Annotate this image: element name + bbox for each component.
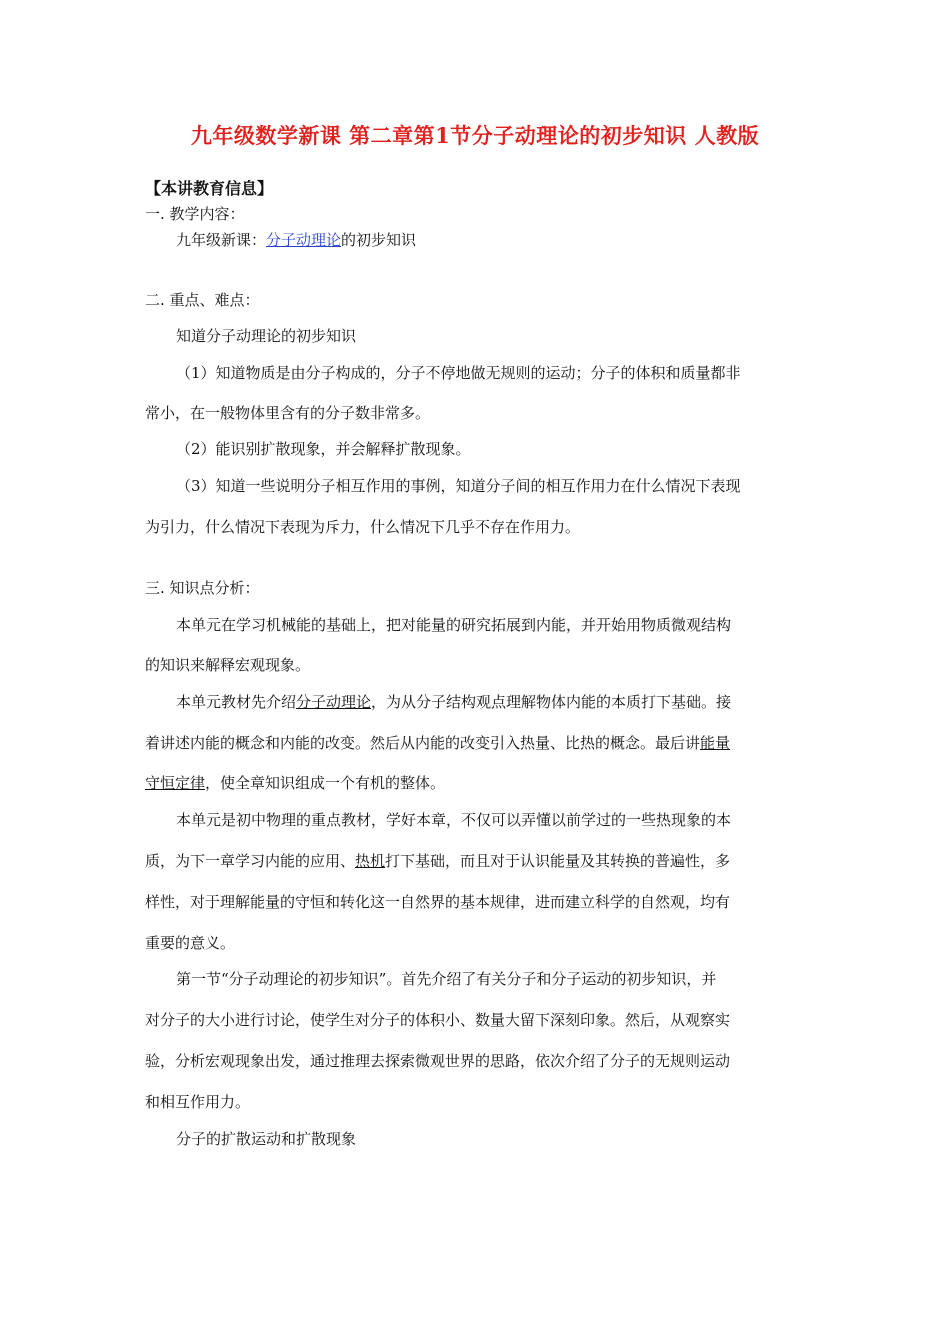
term-energy-part-2[interactable]: 守恒定律 — [145, 774, 206, 792]
course-line — [176, 229, 416, 250]
term-heat-engine[interactable]: 热机 — [355, 852, 386, 870]
para-2-line-2 — [145, 732, 730, 753]
section-1-heading: 一. 教学内容： — [145, 205, 245, 223]
para-1-line-2: 的知识来解释宏观现象。 — [145, 656, 311, 674]
para-2-line-1 — [176, 691, 731, 712]
para-3-line-4: 重要的意义。 — [145, 934, 236, 952]
para-4-line-2: 对分子的大小进行讨论，使学生对分子的体积小、数量大留下深刻印象。然后，从观察实 — [145, 1011, 731, 1029]
para-1-line-1: 本单元在学习机械能的基础上，把对能量的研究拓展到内能，并开始用物质微观结构 — [176, 616, 732, 634]
para-2-text-b: ，为从分子结构观点理解物体内能的本质打下基础。接 — [371, 693, 732, 711]
para-3-text-a: 质，为下一章学习内能的应用、 — [145, 852, 356, 870]
course-suffix: 的初步知识 — [341, 231, 417, 249]
para-4-line-4: 和相互作用力。 — [145, 1093, 251, 1111]
key-point-3-line-2: 为引力，什么情况下表现为斥力，什么情况下几乎不存在作用力。 — [145, 518, 581, 536]
para-2-text-a: 本单元教材先介绍 — [176, 693, 297, 711]
para-3-line-3: 样性，对于理解能量的守恒和转化这一自然界的基本规律，进而建立科学的自然观，均有 — [145, 893, 731, 911]
section-3-heading: 三. 知识点分析： — [145, 579, 260, 597]
term-molecular-theory[interactable]: 分子动理论 — [296, 693, 372, 711]
para-4-line-1: 第一节“分子动理论的初步知识”。首先介绍了有关分子和分子运动的初步知识，并 — [176, 970, 717, 988]
document-title: 九年级数学新课 第二章第1节分子动理论的初步知识 人教版 — [190, 123, 760, 148]
info-header: 【本讲教育信息】 — [145, 179, 274, 198]
key-point-1-line-1: （1）知道物质是由分子构成的，分子不停地做无规则的运动；分子的体积和质量都非 — [176, 364, 741, 382]
para-2-line-3 — [145, 772, 445, 793]
course-prefix: 九年级新课： — [176, 231, 267, 249]
term-energy-part-1[interactable]: 能量 — [700, 734, 731, 752]
para-3-line-1: 本单元是初中物理的重点教材，学好本章，不仅可以弄懂以前学过的一些热现象的本 — [176, 811, 732, 829]
para-2-text-d: ，使全章知识组成一个有机的整体。 — [205, 774, 446, 792]
key-point-2: （2）能识别扩散现象，并会解释扩散现象。 — [176, 440, 471, 458]
para-3-text-b: 打下基础，而且对于认识能量及其转换的普遍性，多 — [385, 852, 731, 870]
para-3-line-2 — [145, 850, 730, 871]
course-link[interactable]: 分子动理论 — [266, 231, 342, 249]
para-4-line-3: 验，分析宏观现象出发，通过推理去探索微观世界的思路，依次介绍了分子的无规则运动 — [145, 1052, 731, 1070]
section-2-heading: 二. 重点、难点： — [145, 291, 260, 309]
key-point-3-line-1: （3）知道一些说明分子相互作用的事例，知道分子间的相互作用力在什么情况下表现 — [176, 477, 741, 495]
para-2-text-c: 着讲述内能的概念和内能的改变。然后从内能的改变引入热量、比热的概念。最后讲 — [145, 734, 701, 752]
para-5-line-1: 分子的扩散运动和扩散现象 — [176, 1130, 357, 1148]
key-point-1-line-2: 常小，在一般物体里含有的分子数非常多。 — [145, 404, 431, 422]
key-point-intro: 知道分子动理论的初步知识 — [176, 327, 357, 345]
